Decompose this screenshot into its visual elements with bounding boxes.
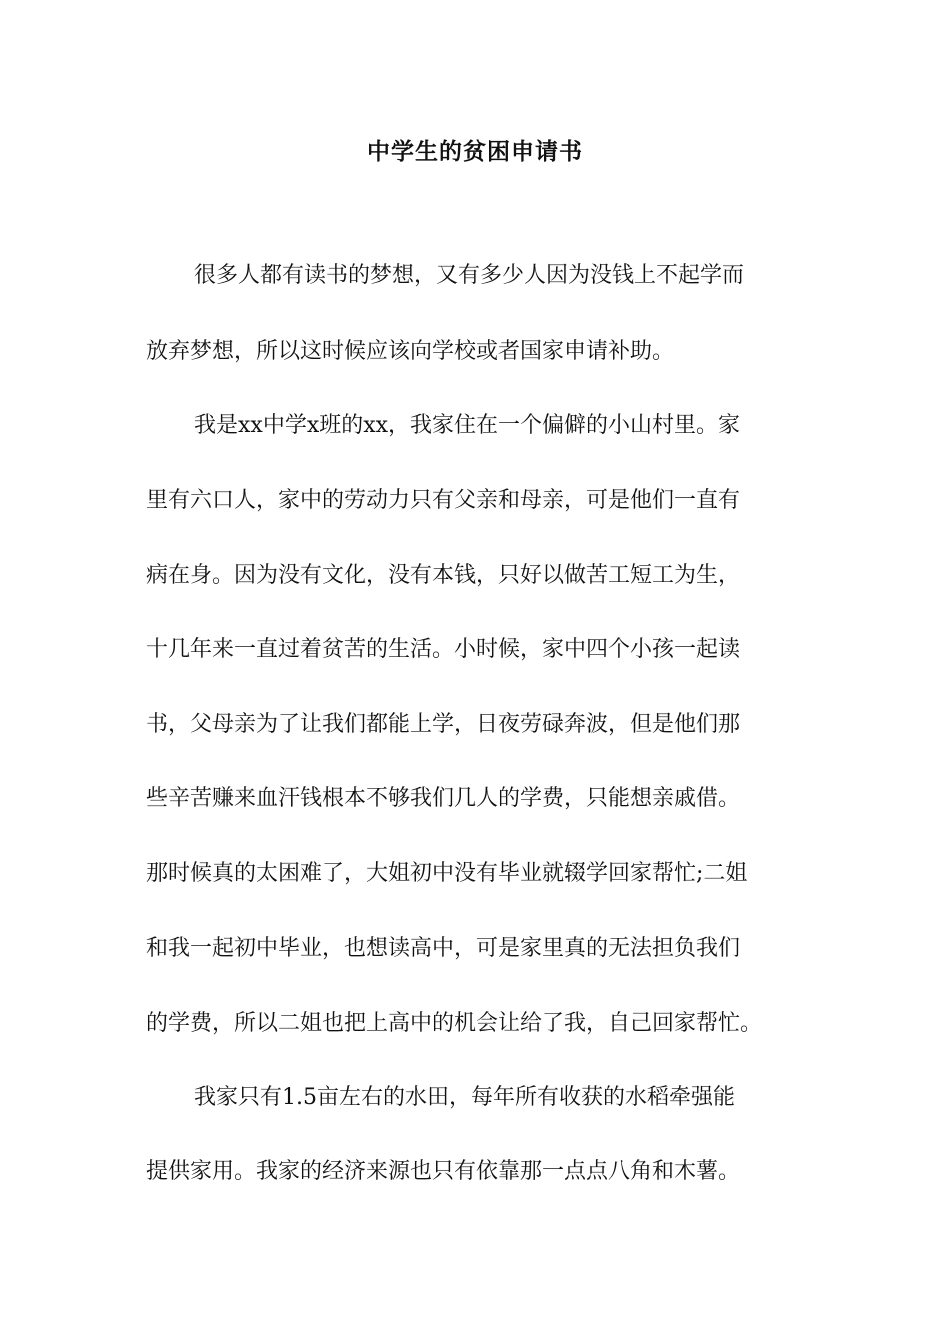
paragraph-3-line-2: 提供家用。我家的经济来源也只有依靠那一点点八角和木薯。 [146,1159,741,1184]
paragraph-2-line-1: 我是xx中学x班的xx，我家住在一个偏僻的小山村里。家 [194,413,741,438]
paragraph-2-line-3: 病在身。因为没有文化，没有本钱，只好以做苦工短工为生， [146,563,741,588]
paragraph-2-line-5: 书，父母亲为了让我们都能上学，日夜劳碌奔波，但是他们那 [146,712,741,737]
paragraph-1-line-2: 放弃梦想，所以这时候应该向学校或者国家申请补助。 [146,339,675,364]
paragraph-1-line-1: 很多人都有读书的梦想，又有多少人因为没钱上不起学而 [194,263,745,288]
paragraph-2-line-6: 些辛苦赚来血汗钱根本不够我们几人的学费，只能想亲戚借。 [146,786,741,811]
paragraph-2-line-7: 那时候真的太困难了，大姐初中没有毕业就辍学回家帮忙;二姐 [146,861,748,886]
paragraph-2-line-2: 里有六口人，家中的劳动力只有父亲和母亲，可是他们一直有 [146,488,741,513]
paragraph-2-line-4: 十几年来一直过着贫苦的生活。小时候，家中四个小孩一起读 [146,637,741,662]
document-title: 中学生的贫困申请书 [367,138,583,165]
paragraph-2-line-8: 和我一起初中毕业，也想读高中，可是家里真的无法担负我们 [146,936,741,961]
paragraph-3-line-1: 我家只有1.5亩左右的水田，每年所有收获的水稻牵强能 [194,1085,735,1110]
paragraph-2-line-9: 的学费，所以二姐也把上高中的机会让给了我，自己回家帮忙。 [146,1011,763,1036]
